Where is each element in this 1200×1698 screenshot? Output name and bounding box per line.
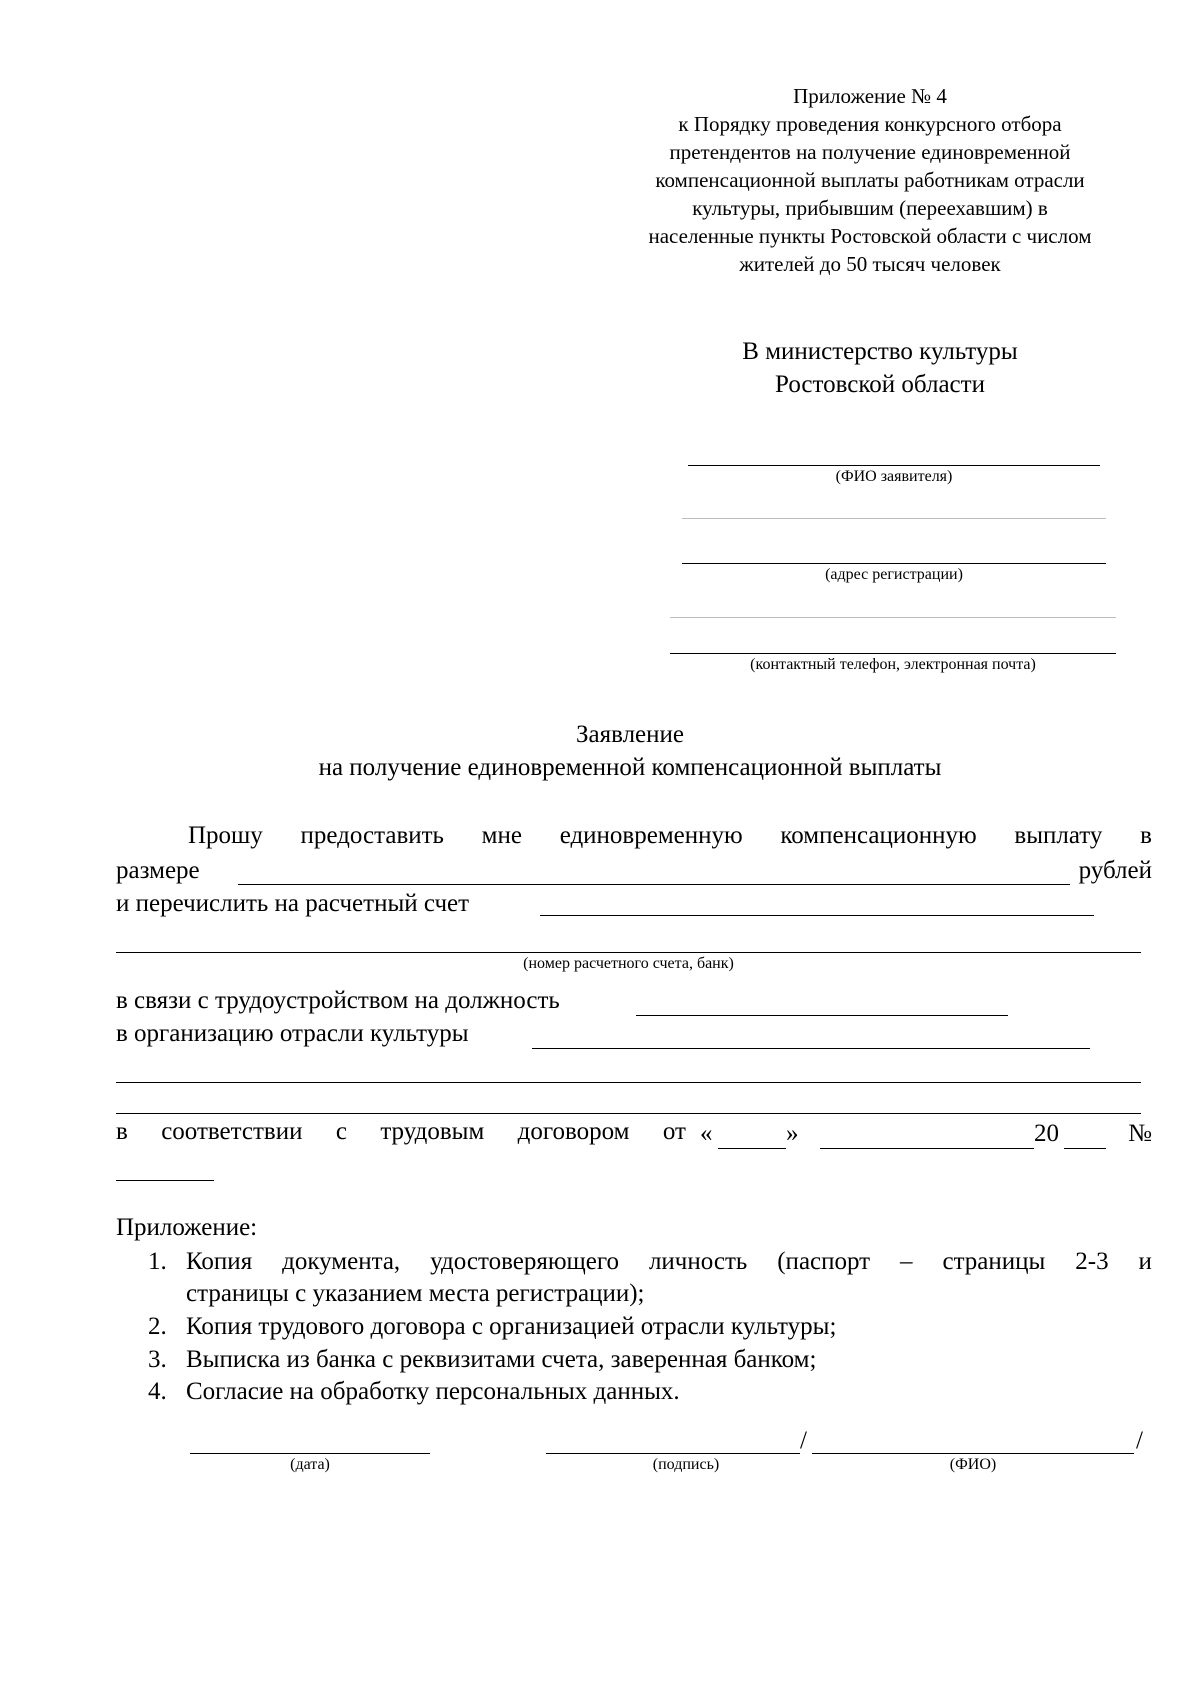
- signature-field-line[interactable]: [546, 1453, 800, 1454]
- fio-field-line[interactable]: [688, 465, 1100, 466]
- request-word: выплату: [1014, 822, 1103, 849]
- year-prefix: 20: [1034, 1120, 1059, 1147]
- organization-field-line[interactable]: [532, 1048, 1090, 1049]
- request-word: компенсационную: [780, 822, 977, 849]
- account-label: и перечислить на расчетный счет: [116, 890, 470, 917]
- number-sign: №: [1128, 1120, 1152, 1147]
- list-item-word: 2-3: [1075, 1248, 1109, 1275]
- contract-day-line[interactable]: [718, 1148, 786, 1149]
- contract-word: в: [116, 1118, 128, 1145]
- signature-caption: (подпись): [652, 1456, 720, 1473]
- contract-word: договором: [517, 1118, 630, 1145]
- amount-label: размере: [116, 857, 200, 884]
- fio-sign-caption: (ФИО): [949, 1456, 997, 1473]
- list-item-word: личность: [648, 1248, 748, 1275]
- organization-label: в организацию отрасли культуры: [116, 1020, 469, 1047]
- list-item-text-line-2: страницы с указанием места регистрации);: [186, 1280, 645, 1307]
- account-field-line-2[interactable]: [116, 952, 1141, 953]
- amount-field-line[interactable]: [238, 884, 1070, 885]
- account-field-line[interactable]: [540, 915, 1094, 916]
- fio-slash: /: [1136, 1427, 1143, 1454]
- date-field-line[interactable]: [190, 1453, 430, 1454]
- fio-sign-field-line[interactable]: [812, 1453, 1134, 1454]
- account-caption: (номер расчетного счета, банк): [523, 955, 734, 972]
- request-word: мне: [481, 822, 522, 849]
- organization-field-line-2[interactable]: [116, 1082, 1141, 1083]
- annex-line: культуры, прибывшим (переехавшим) в: [692, 196, 1048, 220]
- signature-slash: /: [800, 1427, 807, 1454]
- organization-field-line-3[interactable]: [116, 1113, 1141, 1114]
- contract-label: [116, 1118, 686, 1146]
- request-word: единовременную: [559, 822, 743, 849]
- amount-unit: рублей: [1078, 857, 1152, 884]
- contract-word: соответствии: [161, 1118, 303, 1145]
- annex-line: претендентов на получение единовременной: [669, 140, 1071, 164]
- annex-line: Приложение № 4: [793, 84, 947, 108]
- contract-word: от: [662, 1118, 686, 1145]
- annex-line: к Порядку проведения конкурсного отбора: [678, 112, 1062, 136]
- annex-line: населенные пункты Ростовской области с числом: [648, 224, 1092, 248]
- address-caption: (адрес регистрации): [825, 566, 963, 583]
- position-label: в связи с трудоустройством на должность: [116, 987, 560, 1014]
- fio-extra-line[interactable]: [682, 518, 1106, 519]
- list-item-text: Копия трудового договора с организацией отрасли культуры;: [186, 1313, 837, 1340]
- address-extra-line[interactable]: [670, 617, 1116, 618]
- list-item-number: 2.: [148, 1313, 167, 1340]
- addressee-line-1: В министерство культуры: [742, 338, 1018, 365]
- date-caption: (дата): [290, 1456, 330, 1473]
- fio-caption: (ФИО заявителя): [835, 468, 953, 485]
- list-item-word: Копия: [186, 1248, 253, 1275]
- title-line-1: Заявление: [575, 721, 685, 748]
- list-item-number: 1.: [148, 1248, 167, 1275]
- list-item-number: 4.: [148, 1378, 167, 1405]
- contract-word: с: [335, 1118, 347, 1145]
- request-word: предоставить: [300, 822, 444, 849]
- contacts-caption: (контактный телефон, электронная почта): [750, 656, 1036, 673]
- open-quote: «: [700, 1120, 713, 1147]
- annex-line: жителей до 50 тысяч человек: [739, 252, 1001, 276]
- list-item-word: (паспорт: [777, 1248, 871, 1275]
- list-item-text: Согласие на обработку персональных данных.: [186, 1378, 680, 1405]
- list-item-text: Выписка из банка с реквизитами счета, заверенная банком;: [186, 1346, 817, 1373]
- title-line-2: на получение единовременной компенсационной выплаты: [318, 754, 942, 781]
- contract-year-line[interactable]: [1064, 1148, 1106, 1149]
- list-item-text: [186, 1248, 1152, 1276]
- contract-number-line[interactable]: [116, 1180, 214, 1181]
- position-field-line[interactable]: [636, 1015, 1008, 1016]
- appendix-heading: Приложение:: [116, 1214, 258, 1241]
- list-item-word: –: [900, 1248, 913, 1275]
- request-word: Прошу: [188, 822, 263, 849]
- list-item-number: 3.: [148, 1346, 167, 1373]
- request-line: [188, 822, 1152, 850]
- list-item-word: документа,: [282, 1248, 401, 1275]
- contacts-field-line[interactable]: [670, 653, 1116, 654]
- annex-header: [620, 82, 1120, 278]
- request-word: в: [1140, 822, 1152, 849]
- document-title: [0, 718, 1200, 784]
- addressee-line-2: Ростовской области: [775, 371, 985, 398]
- address-field-line[interactable]: [682, 563, 1106, 564]
- contract-month-line[interactable]: [820, 1148, 1034, 1149]
- list-item-word: удостоверяющего: [430, 1248, 619, 1275]
- list-item-word: страницы: [942, 1248, 1046, 1275]
- list-item-word: и: [1138, 1248, 1152, 1275]
- annex-line: компенсационной выплаты работникам отрасли: [655, 168, 1085, 192]
- contract-word: трудовым: [380, 1118, 485, 1145]
- addressee: [680, 335, 1080, 401]
- close-quote: »: [786, 1120, 799, 1147]
